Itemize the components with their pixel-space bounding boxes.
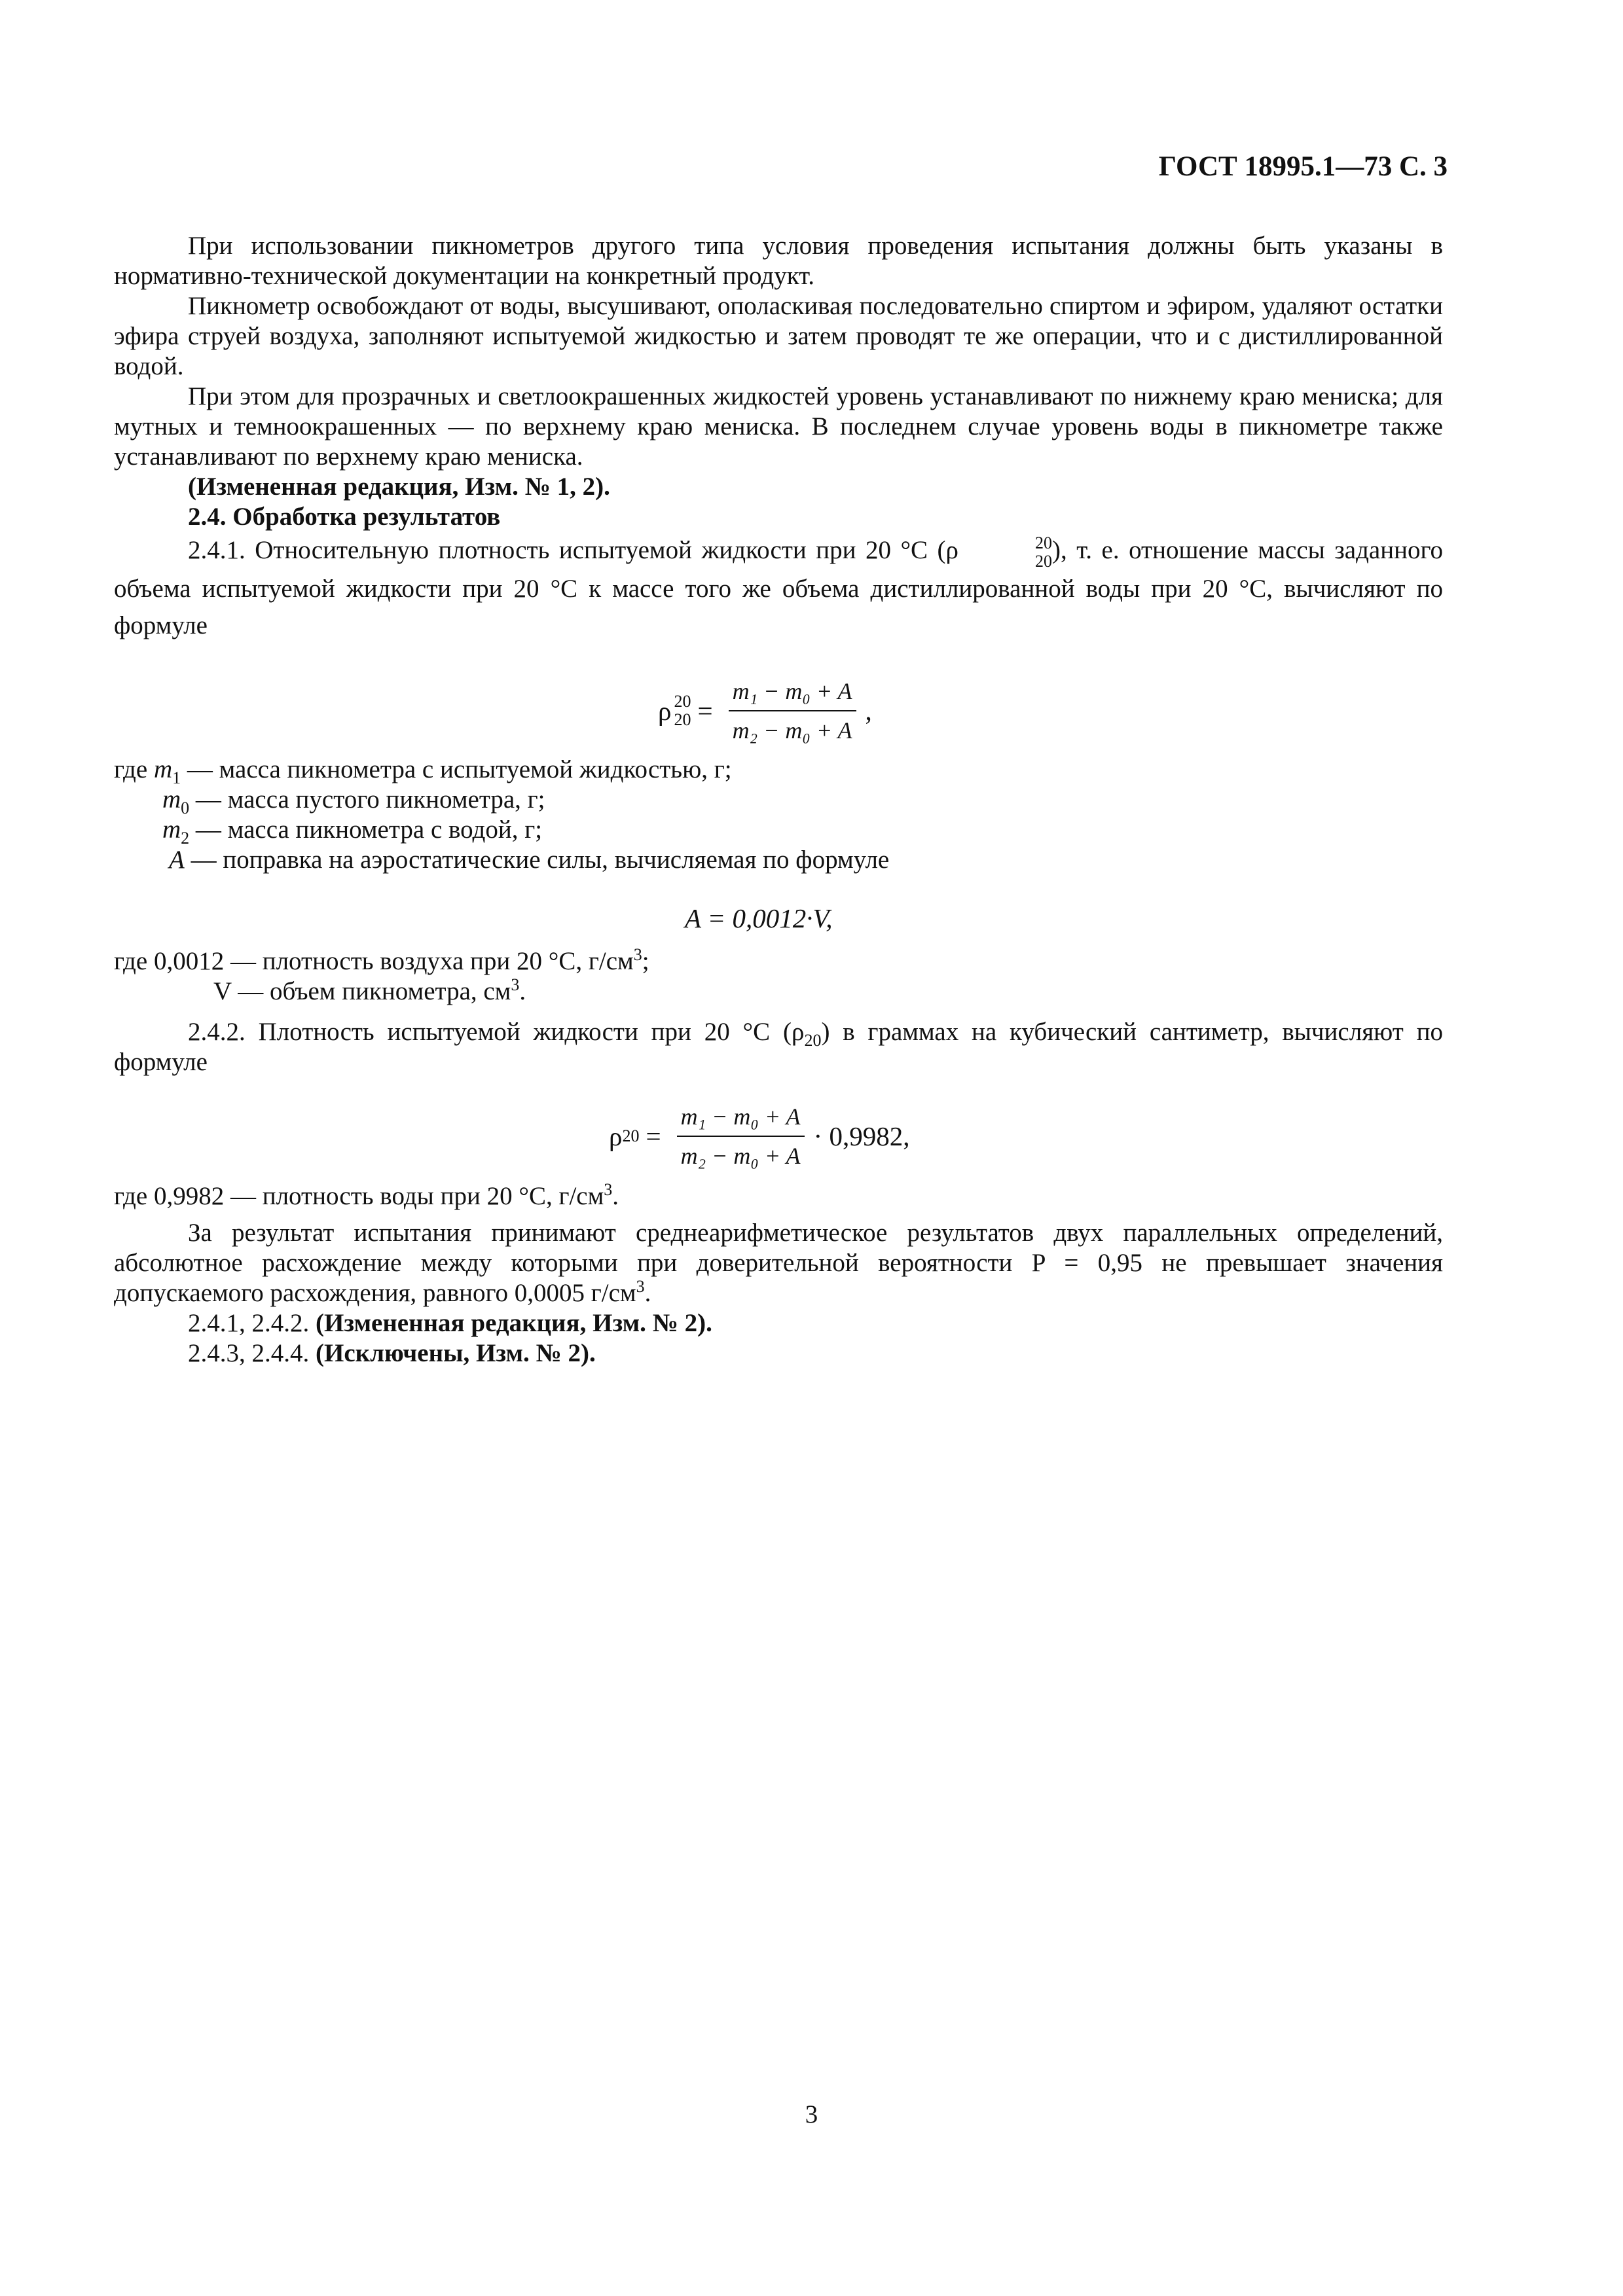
- def-symbol: m: [153, 755, 173, 783]
- amendment-note-2: [114, 1308, 1443, 1338]
- def-text: — масса пикнометра с водой, г;: [189, 816, 543, 844]
- def-m1: [114, 755, 1443, 785]
- p242-start: 2.4.2. Плотность испытуемой жидкости при 20 °С (ρ: [188, 1018, 805, 1046]
- definitions-1: [114, 755, 1443, 875]
- formula3-denominator: m₂ − m₀ + A: [680, 1143, 801, 1169]
- paragraph-2-4-1: [114, 532, 1443, 644]
- result-end: .: [644, 1279, 651, 1307]
- def-A: [114, 845, 1443, 875]
- rho-indices: [961, 534, 1052, 571]
- body-text-top: [114, 231, 1443, 644]
- def-text: V — объем пикнометра, см: [213, 977, 511, 1005]
- def-sub: 0: [181, 798, 190, 817]
- formula1-equals: =: [697, 696, 713, 726]
- formula1-numerator: m₁ − m₀ + A: [729, 676, 856, 711]
- def-m2: [114, 815, 1443, 848]
- amend2-prefix: 2.4.1, 2.4.2.: [188, 1309, 316, 1337]
- formula1-indices: [674, 692, 691, 729]
- page-number: 3: [805, 2100, 818, 2128]
- paragraph-drying: Пикнометр освобождают от воды, высушивают, ополаскивая последовательно спиртом и эфиром, удаляют остатки эфира струей воздуха, заполняют испытуемой жидкостью и затем проводят те же операции, что и с дистиллированной водой.: [114, 292, 1443, 380]
- amendment-note-3: [114, 1338, 1443, 1369]
- def-symbol: m: [162, 785, 181, 814]
- def-air-density: [114, 946, 1443, 977]
- formula3-tail: · 0,9982,: [813, 1121, 910, 1151]
- formula1-sup: 20: [674, 692, 691, 711]
- def-sub: 2: [181, 828, 190, 848]
- def-sup: 3: [633, 945, 642, 964]
- def-symbol: A: [169, 846, 185, 874]
- def-text: — масса пикнометра с испытуемой жидкостью, г;: [181, 755, 732, 783]
- formula3-rho: ρ: [609, 1121, 623, 1151]
- def-end: .: [519, 977, 526, 1005]
- formula-aerostatic: A = 0,0012·V,: [685, 903, 833, 933]
- formula1-tail: ,: [865, 696, 872, 726]
- def-symbol: m: [162, 816, 181, 844]
- formula1-fraction: [729, 676, 856, 745]
- rho-sub: 20: [1034, 552, 1052, 571]
- body-text-bottom: [114, 1181, 1443, 1369]
- p241-start: 2.4.1. Относительную плотность испытуемой жидкости при 20 °С (ρ: [188, 536, 958, 564]
- paragraph-result: [114, 1218, 1443, 1308]
- formula3-fraction: [677, 1102, 805, 1171]
- def-text: — масса пустого пикнометра, г;: [189, 785, 545, 814]
- amend3-prefix: 2.4.3, 2.4.4.: [188, 1339, 316, 1367]
- p242-end: ) в граммах на кубический сантиметр, вычисляют по формуле: [114, 1018, 1443, 1076]
- paragraph-2-4-2: [114, 1017, 1443, 1077]
- body-text-2-4-2: [114, 1017, 1443, 1077]
- formula-relative-density: [658, 676, 872, 745]
- section-heading: 2.4. Обработка результатов: [188, 503, 501, 531]
- formula3-equals: =: [646, 1121, 661, 1151]
- paragraph-other-pycnometers: При использовании пикнометров другого типа условия проведения испытания должны быть указаны в нормативно-технической документации на конкретный продукт.: [114, 232, 1443, 290]
- amend2-text: (Измененная редакция, Изм. № 2).: [316, 1309, 712, 1337]
- formula-density: ρ 20 = $\frac{\text{m₁ − m₀ + A}}{\text{m₂ − m₀ + A}}$ · 0,9982,: [609, 1102, 909, 1171]
- page-header: ГОСТ 18995.1—73 С. 3: [1158, 151, 1448, 182]
- def-end: ;: [642, 947, 649, 975]
- result-sup: 3: [636, 1277, 645, 1296]
- definitions-2: [114, 946, 1443, 1007]
- def-text: где 0,9982 — плотность воды при 20 °С, г/см: [114, 1182, 604, 1210]
- def-sup: 3: [604, 1180, 613, 1199]
- def-water-density: [114, 1181, 1443, 1211]
- formula1-denominator: m₂ − m₀ + A: [732, 717, 852, 744]
- def-volume: [114, 977, 1443, 1007]
- def-sup: 3: [511, 975, 520, 994]
- def-sub: 1: [172, 768, 181, 787]
- amendment-note-1: (Измененная редакция, Изм. № 1, 2).: [188, 473, 610, 501]
- paragraph-meniscus: При этом для прозрачных и светлоокрашенных жидкостей уровень устанавливают по нижнему краю мениска; для мутных и темноокрашенных — по верхнему краю мениска. В последнем случае уровень воды в пикнометре также устанавливают по верхнему краю мениска.: [114, 382, 1443, 471]
- formula3-numerator: m₁ − m₀ + A: [677, 1102, 805, 1137]
- amend3-text: (Исключены, Изм. № 2).: [316, 1339, 596, 1367]
- def-end: .: [612, 1182, 619, 1210]
- result-text: За результат испытания принимают среднеарифметическое результатов двух параллельных определений, абсолютное расхождение между которыми при доверительной вероятности P = 0,95 не превышает значения допускаемого расхождения, равного 0,0005 г/см: [114, 1219, 1443, 1307]
- p241-end: ), т. е. отношение массы заданного объема испытуемой жидкости при 20 °С к массе того же объема дистиллированной воды при 20 °С, вычисляют по формуле: [114, 536, 1443, 640]
- def-text: где 0,0012 — плотность воздуха при 20 °С, г/см: [114, 947, 634, 975]
- rho-sup: 20: [1034, 533, 1052, 553]
- def-lead: где: [114, 755, 154, 783]
- formula1-rho: ρ: [658, 696, 672, 726]
- formula1-sub: 20: [674, 710, 691, 729]
- def-m0: [114, 785, 1443, 815]
- p242-sub: 20: [804, 1030, 822, 1050]
- def-text: — поправка на аэростатические силы, вычисляемая по формуле: [184, 846, 890, 874]
